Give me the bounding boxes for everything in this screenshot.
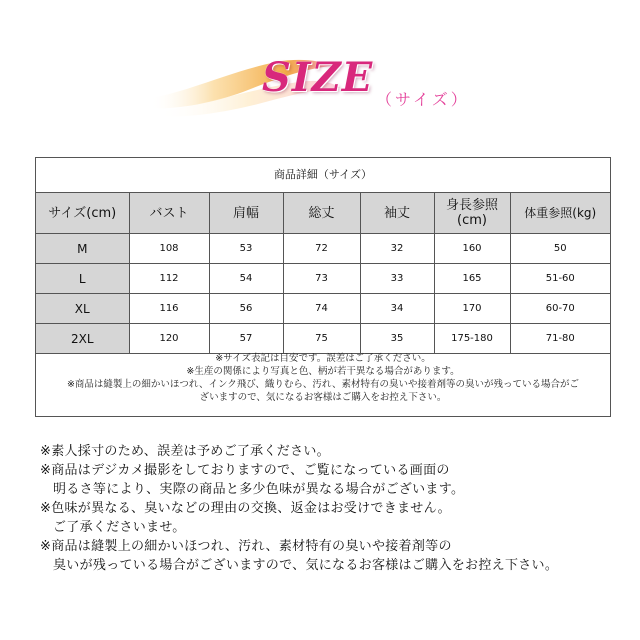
cell-shoulder: 54 (209, 264, 283, 294)
col-header-shoulder: 肩幅 (209, 193, 283, 234)
cell-bust: 112 (129, 264, 209, 294)
table-note-line: ※商品は縫製上の細かいほつれ、インク飛び、織りむら、汚れ、素材特有の臭いや接着剤等の臭いが残っている場合がご (66, 379, 580, 390)
size-header (0, 40, 640, 130)
cell-weight-ref: 71-80 (510, 324, 610, 354)
col-header-bust: バスト (129, 193, 209, 234)
cell-length: 75 (283, 324, 360, 354)
table-row (36, 234, 610, 264)
cell-weight-ref: 51-60 (510, 264, 610, 294)
note-line: 明るさ等により、実際の商品と多少色味が異なる場合がございます。 (53, 482, 465, 497)
note-line: 臭いが残っている場合がございますので、気になるお客様はご購入をお控え下さい。 (53, 558, 559, 573)
table-title: 商品詳細（サイズ） (36, 158, 610, 193)
cell-length: 74 (283, 294, 360, 324)
col-header-weight-ref: 体重参照(kg) (510, 193, 610, 234)
cell-height-ref: 175-180 (434, 324, 510, 354)
col-header-sleeve: 袖丈 (360, 193, 434, 234)
cell-length: 72 (283, 234, 360, 264)
cell-size: L (36, 264, 129, 294)
cell-weight-ref: 50 (510, 234, 610, 264)
cell-weight-ref: 60-70 (510, 294, 610, 324)
cell-height-ref: 170 (434, 294, 510, 324)
cell-height-ref: 165 (434, 264, 510, 294)
table-notes (36, 352, 610, 404)
cell-sleeve: 34 (360, 294, 434, 324)
cell-length: 73 (283, 264, 360, 294)
col-header-height-ref-line1: 身長参照 (445, 198, 498, 213)
cell-sleeve: 32 (360, 234, 434, 264)
col-header-size: サイズ(cm) (36, 193, 129, 234)
cell-sleeve: 33 (360, 264, 434, 294)
cell-size: M (36, 234, 129, 264)
table-note-line: ざいますので、気になるお客様はご購入をお控え下さい。 (199, 392, 447, 403)
table-row (36, 264, 610, 294)
cell-bust: 116 (129, 294, 209, 324)
size-table (36, 193, 610, 354)
cell-shoulder: 53 (209, 234, 283, 264)
bottom-notes (40, 442, 620, 575)
table-row (36, 324, 610, 354)
cell-size: 2XL (36, 324, 129, 354)
cell-shoulder: 56 (209, 294, 283, 324)
cell-bust: 120 (129, 324, 209, 354)
col-header-height-ref-line2: (cm) (457, 213, 487, 228)
cell-bust: 108 (129, 234, 209, 264)
table-note-line: ※サイズ表記は目安です。誤差はご了承ください。 (215, 353, 431, 364)
size-title: SIZE (262, 54, 374, 101)
cell-height-ref: 160 (434, 234, 510, 264)
cell-sleeve: 35 (360, 324, 434, 354)
note-line: ご了承くださいませ。 (53, 520, 186, 535)
table-header-row (36, 193, 610, 234)
cell-size: XL (36, 294, 129, 324)
cell-shoulder: 57 (209, 324, 283, 354)
col-header-height-ref (434, 193, 510, 234)
table-note-line: ※生産の関係により写真と色、柄が若干異なる場合があります。 (186, 366, 460, 377)
note-line: ※商品はデジカメ撮影をしておりますので、ご覧になっている画面の (40, 463, 450, 478)
note-line: ※商品は縫製上の細かいほつれ、汚れ、素材特有の臭いや接着剤等の (40, 539, 452, 554)
size-subtitle: （サイズ） (376, 90, 470, 109)
col-header-length: 総丈 (283, 193, 360, 234)
table-row (36, 294, 610, 324)
note-line: ※色味が異なる、臭いなどの理由の交換、返金はお受けできません。 (40, 501, 451, 516)
size-table-panel (35, 157, 611, 417)
note-line: ※素人採寸のため、誤差は予めご了承ください。 (40, 444, 330, 459)
